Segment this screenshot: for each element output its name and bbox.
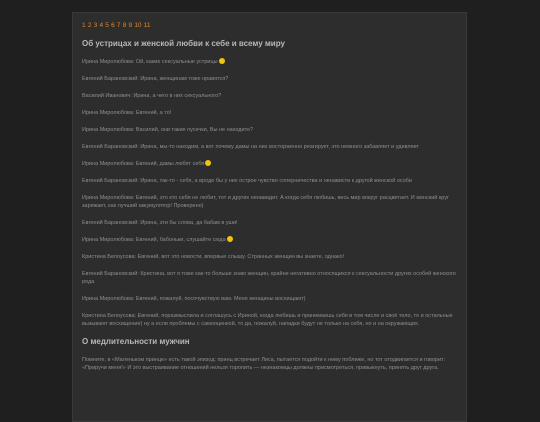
- page-link[interactable]: 3: [93, 22, 98, 29]
- smile-emoji-icon: [219, 58, 225, 64]
- comment-item: [82, 177, 457, 185]
- grin-emoji-icon: [227, 236, 233, 242]
- comment-list: [82, 58, 457, 328]
- comment-text: Василий Иванович: Ирина, а чего в них сексуального?: [82, 93, 222, 99]
- comment-text: Ирина Миролюбова: Евгений, дамы любят себя: [82, 161, 205, 167]
- comment-item: [82, 295, 457, 303]
- comment-item: [82, 219, 457, 227]
- comment-text: Кристина Белоусова: Евгений, поразмыслила и соглашусь с Ириной, когда любишь и принимаешь себя в том числе и своё тело, то и остальные вызывают восхищение) ну а если проблемы с самооценкой, то да, пожалуй, нападки будут не только на себя, но и на окружающих.: [82, 313, 453, 327]
- comment-text: Ирина Миролюбова: Евгений, а то!: [82, 110, 172, 116]
- comment-list: [82, 356, 457, 372]
- page-link[interactable]: 8: [122, 22, 127, 29]
- comment-text: Кристина Белоусова: Евгений, вот это новости, впервые слышу. Странных женщин вы знаете, однако!: [82, 254, 345, 260]
- comment-item: [82, 109, 457, 117]
- page-link[interactable]: 11: [143, 22, 151, 29]
- page-link[interactable]: 6: [111, 22, 115, 29]
- article-title[interactable]: О медлительности мужчин: [82, 337, 190, 346]
- article-section: [82, 337, 457, 372]
- comment-item: [82, 270, 457, 286]
- comment-text: Помните, в «Маленьком принце» есть такой эпизод: принц встречает Лиса, пытается подойти к нему поближе, но тот отодвигается и говорит: «Приручи меня!» И это выстраивание отношений нельзя торопить — незнакомцы должны присмотреться, привыкнуть, принять друг друга.: [82, 357, 446, 371]
- comment-text: Евгений Барановский: Кристина, вот я тоже как-то больше знаю женщин, крайне негативно относящихся к сексуальности других особей женского рода: [82, 271, 456, 285]
- comment-item: [82, 253, 457, 261]
- comment-text: Ирина Миролюбова: Евгений, пожалуй, посочувствую вам. Меня женщины восхищают): [82, 296, 306, 302]
- page-link[interactable]: 7: [116, 22, 121, 29]
- smile-emoji-icon: [205, 160, 211, 166]
- comment-text: Ирина Миролюбова: Ой, какие сексуальные устрицы: [82, 59, 218, 65]
- comment-item: [82, 75, 457, 83]
- article-title[interactable]: Об устрицах и женской любви к себе и всему миру: [82, 39, 285, 48]
- comment-item: [82, 356, 457, 372]
- comment-text: Евгений Барановский: Ирина, эти бы слова, да бабам в уши!: [82, 220, 238, 226]
- comment-item: [82, 312, 457, 328]
- page-link[interactable]: 5: [105, 22, 109, 29]
- page-link[interactable]: 2: [87, 22, 92, 29]
- page-link[interactable]: 10: [134, 22, 142, 29]
- comment-item: [82, 194, 457, 210]
- pagination: [82, 22, 457, 29]
- comment-text: Евгений Барановский: Ирина, женщинам тоже нравятся?: [82, 76, 229, 82]
- comment-item: [82, 126, 457, 134]
- comment-item: [82, 143, 457, 151]
- comment-text: Евгений Барановский: Ирина, так-то - себя, а вроде бы у них острое чувство соперничества и ненависти к другой женской особи: [82, 178, 412, 184]
- comment-text: Евгений Барановский: Ирина, мы-то находим, а вот почему дамы на них восторженно реагирует, это немного забавляет и удивляет: [82, 144, 419, 150]
- comment-text: Ирина Миролюбова: Евгений, бабоньки, слушайте сюда: [82, 237, 226, 243]
- page-link[interactable]: 4: [99, 22, 104, 29]
- page-link[interactable]: 1: [82, 22, 86, 29]
- comment-item: [82, 58, 457, 66]
- comment-text: Ирина Миролюбова: Евгений, это кто себя не любит, тот и других ненавидит. А когда себя любишь, весь мир вокруг расцветает. И женский круг заряжает, как лучший аккумулятор! Проверено): [82, 195, 450, 209]
- page-link[interactable]: 9: [128, 22, 133, 29]
- comment-item: [82, 92, 457, 100]
- comment-item: [82, 160, 457, 168]
- content-panel: [72, 12, 467, 422]
- comment-item: [82, 236, 457, 244]
- comment-text: Ирина Миролюбова: Василий, они такие пусечки, Вы не находите?: [82, 127, 254, 133]
